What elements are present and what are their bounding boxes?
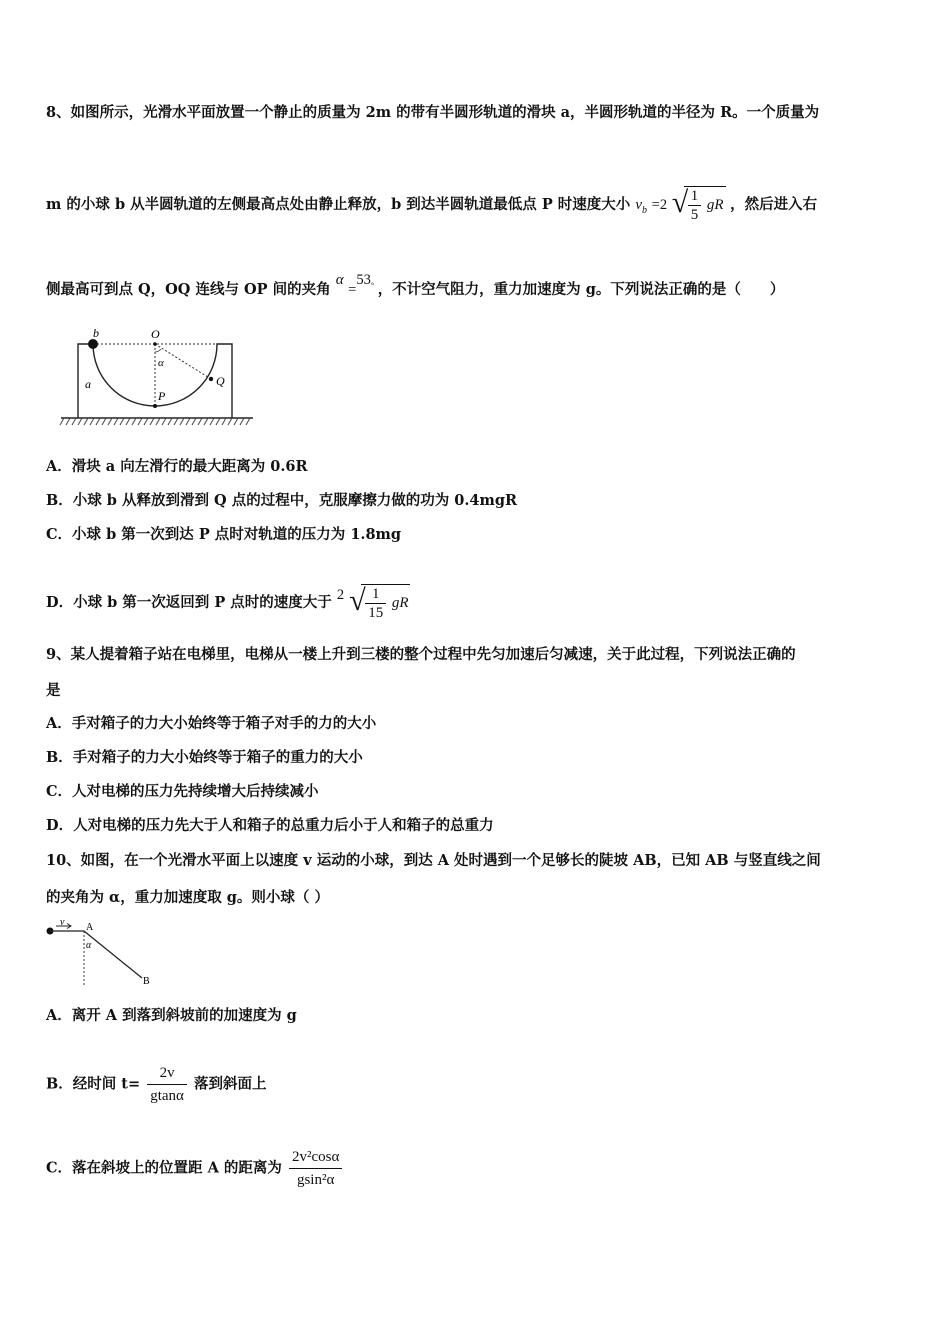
vb-frac-num: 1 [688, 187, 702, 206]
vb-frac-den: 5 [690, 207, 699, 223]
q9-option-D: D．人对电梯的压力先大于人和箱子的总重力后小于人和箱子的总重力 [46, 817, 494, 834]
vb-gR: gR [706, 196, 724, 213]
label-alpha: α [158, 357, 164, 369]
q8-option-D-text: D．小球 b 第一次返回到 P 点时的速度大于 [46, 594, 332, 611]
D-frac-den: 15 [368, 605, 384, 621]
q10-line1: 10、如图，在一个光滑水平面上以速度 v 运动的小球，到达 A 处时遇到一个足够长的陡坡 AB，已知 AB 与竖直线之间 [46, 852, 821, 869]
q8-figure [58, 322, 256, 430]
vb-equals: =2 [651, 197, 668, 213]
D-frac-num: 1 [365, 585, 386, 604]
D-coef: 2 [336, 587, 345, 603]
B-fraction [147, 1062, 187, 1107]
q8-option-A: A．滑块 a 向左滑行的最大距离为 0.6R [46, 458, 308, 475]
C-frac-den: gsin²α [296, 1172, 335, 1188]
q8-line3-text: 侧最高可到点 Q，OQ 连线与 OP 间的夹角 [46, 280, 331, 298]
q8-line2 [46, 186, 817, 224]
alpha-equals: = [348, 281, 357, 298]
q9-line1: 9、某人提着箱子站在电梯里，电梯从一楼上升到三楼的整个过程中先匀加速后匀减速，关于此过程，下列说法正确的 [46, 646, 796, 663]
q8-line3-end: ，不计空气阻力，重力加速度为 g。下列说法正确的是（ ） [377, 280, 785, 298]
q9-option-C: C．人对电梯的压力先持续增大后持续减小 [46, 783, 319, 800]
q8-line3 [46, 271, 785, 300]
q10-figure [44, 918, 156, 990]
q8-option-C: C．小球 b 第一次到达 P 点时对轨道的压力为 1.8mg [46, 526, 402, 543]
C-fraction [289, 1146, 342, 1191]
q10-option-B-text: B．经时间 t= [46, 1075, 141, 1093]
B-frac-num: 2v [147, 1062, 187, 1085]
alpha-symbol: α [335, 271, 344, 288]
D-sqrt: √ $\frac{1}{15}$ gR [349, 584, 409, 621]
q9-option-B: B．手对箱子的力大小始终等于箱子的重力的大小 [46, 749, 363, 766]
vb-subscript: b [642, 204, 648, 216]
label-v: v [60, 918, 65, 928]
label-O: O [151, 327, 160, 341]
q8-option-B: B．小球 b 从释放到滑到 Q 点的过程中，克服摩擦力做的功为 0.4mgR [46, 492, 518, 509]
q10-option-A: A．离开 A 到落到斜坡前的加速度为 g [46, 1007, 297, 1024]
vb-formula [635, 186, 730, 223]
degree-sign: ° [370, 281, 375, 290]
q9-line2: 是 [46, 682, 61, 699]
label-A: A [86, 922, 94, 933]
label-Q: Q [216, 374, 225, 388]
label-P: P [158, 389, 166, 403]
q10-option-B [46, 1062, 266, 1107]
q8-line1: 8、如图所示，光滑水平面放置一个静止的质量为 2m 的带有半圆形轨道的滑块 a，半圆形轨道的半径为 R。一个质量为 [46, 104, 820, 121]
label-b: b [93, 326, 99, 340]
q10-option-C [46, 1146, 344, 1191]
label-alpha-10: α [86, 940, 92, 951]
q10-option-B-end: 落到斜面上 [193, 1075, 267, 1093]
B-frac-den: gtanα [150, 1088, 184, 1104]
vb-sqrt: √ $\frac{1}{5}$ gR [671, 186, 724, 223]
q10-line2: 的夹角为 α，重力加速度取 g。则小球（ ） [46, 889, 329, 906]
q8-option-D [46, 584, 410, 622]
C-frac-num: 2v²cosα [289, 1146, 342, 1169]
D-gR: gR [391, 594, 409, 611]
label-B: B [143, 976, 150, 987]
q8-line2-text: m 的小球 b 从半圆轨道的左侧最高点处由静止释放，b 到达半圆轨道最低点 P 时速度大小 [46, 196, 631, 213]
alpha-value: 53 [356, 271, 371, 288]
q9-option-A: A．手对箱子的力大小始终等于箱子对手的力的大小 [46, 715, 377, 732]
q8-line2-end: ，然后进入右 [730, 196, 818, 213]
label-a: a [85, 377, 91, 391]
vb-symbol: v [635, 197, 643, 213]
q10-option-C-text: C．落在斜坡上的位置距 A 的距离为 [46, 1159, 282, 1177]
